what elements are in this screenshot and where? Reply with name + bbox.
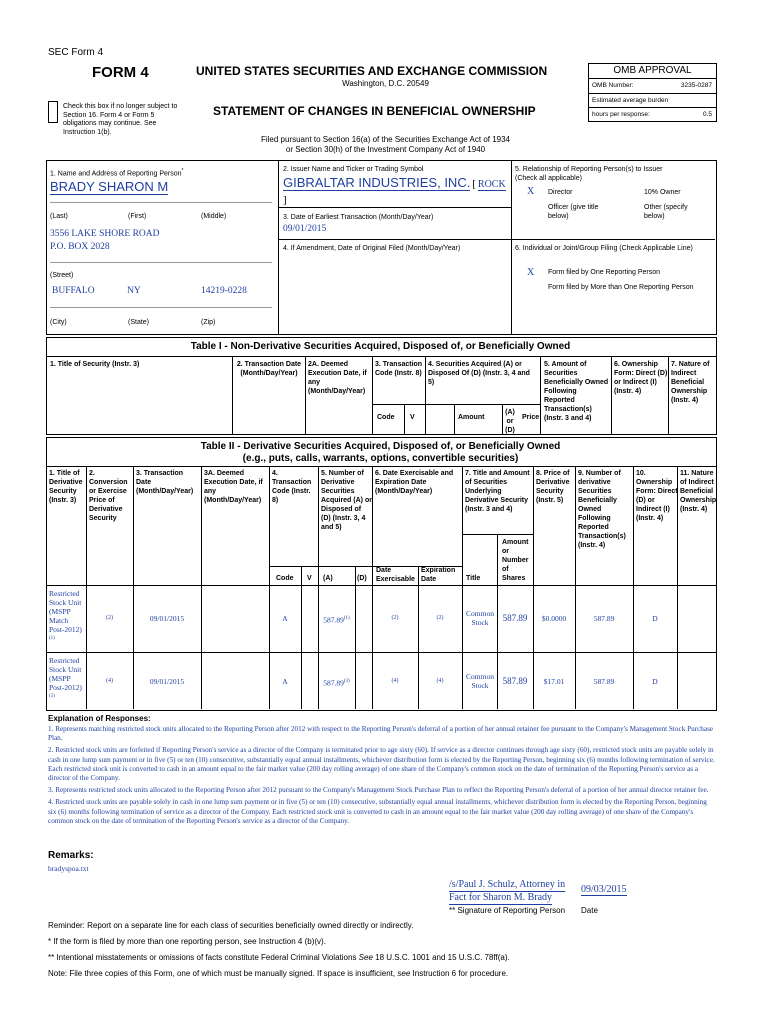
footer-note-3a: Note: File three copies of this Form, one of which must be manually signed. If space is insufficient, [48, 969, 396, 978]
explanation-item-3: 3. Represents restricted stock units allocated to the Reporting Person after 2012 pursuant to the Company's Management Stock Purchase Plan to reflect the Reporting Person's deferral of a portion of her annual director retainer fee. [48, 786, 709, 795]
t2-row2-price: $17.01 [543, 677, 565, 686]
t2-row2-owned: 587.89 [593, 677, 615, 686]
box5-subtitle: (Check all applicable) [515, 175, 582, 182]
middle-label: (Middle) [201, 213, 227, 220]
signature-block [449, 879, 565, 905]
t2-row2-a [318, 677, 355, 688]
t2-amount: Amount or Number of Shares [502, 539, 529, 582]
t2-row1-exercisable: (2) [391, 615, 399, 621]
agency-location: Washington, D.C. 20549 [342, 79, 429, 88]
t2-row2-expiration: (4) [436, 678, 444, 684]
form-title: FORM 4 [92, 64, 149, 81]
zip-value: 14219-0228 [201, 286, 247, 296]
footer-note-2 [48, 950, 728, 966]
t2-row1-amount: 587.89 [502, 613, 528, 623]
one-person-label: Form filed by One Reporting Person [548, 269, 661, 276]
director-label: Director [548, 189, 573, 196]
more-persons-label: Form filed by More than One Reporting Person [548, 284, 694, 291]
t2-row2-code: A [282, 677, 288, 686]
explanation-list [48, 725, 716, 826]
officer-label: Officer (give title below) [548, 204, 599, 220]
box5-label [515, 165, 711, 183]
t2-d: (D) [357, 575, 367, 582]
omb-hours-value: 0.5 [702, 111, 712, 118]
t2-row1-a-value: 587.89 [323, 615, 344, 625]
box5-title: 5. Relationship of Reporting Person(s) to Issuer [515, 166, 663, 173]
t1-h2: 2. Transaction Date (Month/Day/Year) [236, 361, 302, 377]
issuer-name-link[interactable]: GIBRALTAR INDUSTRIES, INC. [283, 175, 471, 190]
agency-title: UNITED STATES SECURITIES AND EXCHANGE COMMISSION [196, 64, 548, 78]
ticker-link[interactable]: ROCK [477, 179, 506, 190]
t2-row1-price: $0.0000 [541, 614, 567, 623]
signature-line-2: Fact for Sharon M. Brady [449, 892, 553, 903]
address-line-1: 3556 LAKE SHORE ROAD [50, 229, 160, 239]
t2-row2-title: Common Stock [466, 672, 494, 690]
t2-h7: 7. Title and Amount of Securities Underlying Derivative Security (Instr. 3 and 4) [465, 470, 530, 513]
ticker-open: [ [472, 178, 476, 190]
t2-row1-form: D [652, 614, 658, 623]
t1-amount: Amount [458, 414, 485, 421]
omb-title: OMB APPROVAL [589, 64, 716, 79]
omb-burden-label: Estimated average burden [589, 94, 716, 108]
sec-form-label: SEC Form 4 [48, 47, 104, 58]
t2-row2-security-note: (3) [49, 694, 55, 699]
ten-percent-owner-label: 10% Owner [644, 189, 681, 196]
table1-title: Table I - Non-Derivative Securities Acquired, Disposed of, or Beneficially Owned [190, 341, 571, 352]
footer-note-1: * If the form is filed by more than one reporting person, see Instruction 4 (b)(v). [48, 937, 326, 946]
city-value: BUFFALO [52, 286, 95, 296]
filed-line-2: or Section 30(h) of the Investment Company Act of 1940 [285, 145, 486, 154]
state-value: NY [127, 286, 141, 296]
t2-h11: 11. Nature of Indirect Beneficial Ownership (Instr. 4) [680, 470, 717, 513]
t2-row1-security-note: (1) [49, 636, 55, 641]
table2-title-line1: Table II - Derivative Securities Acquired, Disposed of, or Beneficially Owned [200, 441, 561, 452]
issuer-name-ticker [283, 175, 509, 209]
explanation-item-4: 4. Restricted stock units are payable solely in cash in one lump sum payment or in five (5) or ten (10) consecutive, substantially equal annual installments, whichever distribution form is elected by the Reporting Person, beginning six (6) months following termination of service as a director of the Company. Each restricted stock unit is converted to cash in an amount equal to the fair market value (200 day rolling average) of one share of the Company's common stock on the date of termination of the Reporting Person's service as a director of the Company. [48, 798, 707, 825]
t2-row1-expiration: (2) [436, 615, 444, 621]
t2-h3: 3. Transaction Date (Month/Day/Year) [136, 470, 194, 495]
t2-row2-exercisable: (4) [391, 678, 399, 684]
t2-h8: 8. Price of Derivative Security (Instr. 5) [536, 470, 570, 504]
address-line-2: P.O. BOX 2028 [50, 242, 110, 252]
director-check-mark: X [527, 186, 535, 197]
omb-number-label: OMB Number: [592, 82, 634, 89]
t2-a: (A) [323, 575, 333, 582]
t2-h6: 6. Date Exercisable and Expiration Date (Month/Day/Year) [375, 470, 454, 495]
signature-line-1: /s/Paul J. Schulz, Attorney in [449, 879, 566, 890]
footer-note-2c: 18 U.S.C. 1001 and 15 U.S.C. 78ff(a). [375, 953, 510, 962]
t2-row1-title: Common Stock [466, 609, 494, 627]
t2-code: Code [276, 575, 294, 582]
t1-price: Price [522, 414, 540, 421]
street-label: (Street) [50, 272, 74, 279]
remarks-title: Remarks: [48, 850, 94, 861]
t2-row1-a [318, 614, 355, 625]
city-label: (City) [50, 319, 67, 326]
remarks-text: bradyspoa.txt [48, 864, 89, 873]
t2-row1-conv: (2) [106, 615, 113, 621]
reporting-person-name-link[interactable]: BRADY SHARON M [50, 179, 169, 194]
explanation-title: Explanation of Responses: [48, 714, 151, 723]
t2-row1-code: A [282, 614, 288, 623]
footer-note-3b: see [397, 969, 411, 978]
zip-label: (Zip) [201, 319, 216, 326]
omb-hours-label: hours per response: [592, 111, 650, 118]
one-person-check-mark: X [527, 267, 535, 278]
t2-row2-a-note: (3) [343, 679, 350, 684]
t1-h2a: 2A. Deemed Execution Date, if any (Month/Day/Year) [308, 361, 367, 395]
omb-number-value: 3235-0287 [680, 82, 712, 89]
address-block [50, 228, 160, 254]
state-label: (State) [128, 319, 150, 326]
t2-row1-date: 09/01/2015 [149, 614, 185, 623]
t2-row1-a-note: (1) [343, 616, 350, 621]
t1-h1: 1. Title of Security (Instr. 3) [50, 361, 140, 368]
statement-title: STATEMENT OF CHANGES IN BENEFICIAL OWNERSHIP [213, 104, 536, 118]
signature-label: ** Signature of Reporting Person [449, 906, 566, 915]
explanation-item-2: 2. Restricted stock units are forfeited if Reporting Person's service as a director of the Company is terminated prior to age sixty (60). If service as a director continues through age sixty (60), restricted stock units are payable solely in cash in one lump sum payment or in five (5) or ten (10) consecutive, substantially equal annual installments, whichever distribution form is elected by the Reporting Person, beginning six (6) months following termination of service. Each restricted stock unit is converted to cash in an amount equal to the fair market value (200 day rolling average) of one share of the Company's common stock on the date of termination of the Reporting Person's service as a director of the Company. [48, 746, 715, 783]
t2-date-exercisable: Date Exercisable [376, 567, 415, 583]
t2-h10: 10. Ownership Form: Direct (D) or Indirect (I) (Instr. 4) [636, 470, 678, 522]
t2-row1-owned: 587.89 [593, 614, 615, 623]
t2-row2-form: D [652, 677, 658, 686]
box2-label: 2. Issuer Name and Ticker or Trading Symbol [283, 166, 424, 173]
t1-h4: 4. Securities Acquired (A) or Disposed Of (D) (Instr. 3, 4 and 5) [428, 361, 530, 386]
table2-title [46, 441, 715, 465]
t2-h9: 9. Number of derivative Securities Beneficially Owned Following Reported Transaction(s) (Instr. 4) [578, 470, 626, 549]
box1-label: 1. Name and Address of Reporting Person* [50, 168, 184, 178]
table2-title-line2: (e.g., puts, calls, warrants, options, convertible securities) [242, 453, 519, 464]
box3-label: 3. Date of Earliest Transaction (Month/Day/Year) [283, 214, 434, 221]
earliest-transaction-date: 09/01/2015 [283, 224, 327, 234]
omb-number-row [589, 79, 716, 94]
ticker-close: ] [283, 194, 287, 206]
t1-v: V [410, 414, 415, 421]
t1-aord: (A) or (D) [505, 409, 515, 434]
omb-hours-row [589, 108, 716, 122]
filed-pursuant [196, 135, 575, 155]
t2-h5: 5. Number of Derivative Securities Acquired (A) or Disposed of (D) (Instr. 3, 4 and 5) [321, 470, 372, 531]
footer-note-3c: Instruction 6 for procedure. [412, 969, 509, 978]
t1-h7: 7. Nature of Indirect Beneficial Ownership (Instr. 4) [671, 361, 710, 404]
t1-h3: 3. Transaction Code (Instr. 8) [375, 361, 423, 377]
no-longer-subject-checkbox[interactable] [48, 101, 58, 123]
checkbox-text: Check this box if no longer subject to Section 16. Form 4 or Form 5 obligations may continue. See Instruction 1(b). [63, 103, 178, 136]
t2-row2-amount: 587.89 [502, 676, 528, 686]
t2-row1-security-text: Restricted Stock Unit (MSPP Match Post-2012) [49, 589, 82, 634]
t1-h6: 6. Ownership Form: Direct (D) or Indirect (I) (Instr. 4) [614, 361, 668, 395]
t2-title: Title [466, 575, 481, 582]
t2-expiration: Expiration Date [421, 567, 456, 583]
footer-notes [48, 918, 728, 982]
t2-row1-security [49, 589, 85, 645]
footer-note-3 [48, 966, 728, 982]
t2-v: V [307, 575, 312, 582]
signature-date: 09/03/2015 [581, 884, 627, 895]
t2-h4: 4. Transaction Code (Instr. 8) [272, 470, 312, 504]
date-label: Date [581, 906, 598, 915]
footer-reminder: Reminder: Report on a separate line for each class of securities beneficially owned directly or indirectly. [48, 921, 414, 930]
box6-label: 6. Individual or Joint/Group Filing (Check Applicable Line) [515, 245, 693, 252]
t2-row2-security-text: Restricted Stock Unit (MSPP Post-2012) [49, 656, 82, 692]
footer-note-2b: See [358, 953, 373, 962]
t2-h3a: 3A. Deemed Execution Date, if any (Month/Day/Year) [204, 470, 263, 504]
last-label: (Last) [50, 213, 68, 220]
filed-line-1: Filed pursuant to Section 16(a) of the Securities Exchange Act of 1934 [260, 135, 511, 144]
t2-row2-security [49, 656, 85, 703]
t1-code: Code [377, 414, 395, 421]
t1-h5: 5. Amount of Securities Beneficially Owned Following Reported Transaction(s) (Instr. 3 and 4) [544, 361, 609, 422]
t2-row2-a-value: 587.89 [323, 678, 344, 688]
explanation-item-1: 1. Represents matching restricted stock units allocated to the Reporting Person after 2012 with respect to the Reporting Person's deferral of a portion of her annual retainer fee pursuant to the Company's Management Stock Purchase Plan. [48, 725, 714, 743]
t2-row2-conv: (4) [106, 678, 113, 684]
t2-h2: 2. Conversion or Exercise Price of Derivative Security [89, 470, 128, 522]
footer-note-2a: ** Intentional misstatements or omissions of facts constitute Federal Criminal Violations [48, 953, 357, 962]
t2-row2-date: 09/01/2015 [149, 677, 185, 686]
box4-label: 4. If Amendment, Date of Original Filed (Month/Day/Year) [283, 245, 461, 252]
t2-h1: 1. Title of Derivative Security (Instr. 3) [49, 470, 83, 504]
first-label: (First) [128, 213, 147, 220]
omb-approval-box [588, 63, 717, 122]
other-label: Other (specify below) [644, 204, 688, 220]
